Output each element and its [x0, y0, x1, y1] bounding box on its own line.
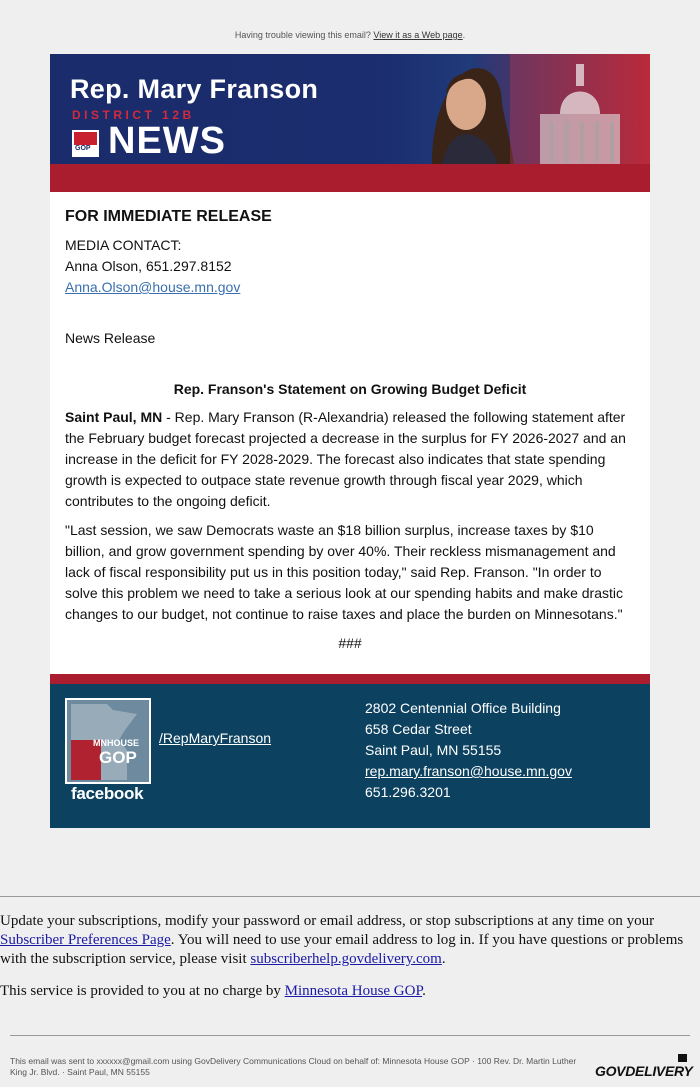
subscriber-help-link[interactable]: subscriberhelp.govdelivery.com: [250, 951, 442, 967]
preheader-text: Having trouble viewing this email?: [234, 30, 374, 40]
news-release-label: News Release: [65, 330, 156, 346]
headline: Rep. Franson's Statement on Growing Budget Deficit: [173, 381, 527, 397]
office-address: [365, 698, 572, 803]
service-paragraph: [0, 982, 700, 1001]
govdelivery-wordmark: GOVDELIVERY: [595, 1063, 693, 1079]
logo-text-top: MNHOUSE: [93, 738, 140, 748]
preheader: [0, 30, 700, 40]
header-red-bar: [50, 164, 650, 192]
mn-house-gop-logo-icon: [65, 698, 151, 784]
capitol-image: [510, 54, 650, 164]
service-text: This service is provided to you at no charge by: [0, 983, 285, 999]
contact-email-link[interactable]: Anna.Olson@house.mn.gov: [65, 279, 241, 295]
contact-name-phone: Anna Olson, 651.297.8152: [65, 258, 232, 274]
preheader-suffix: .: [462, 30, 466, 40]
footer-red-bar: [50, 674, 650, 684]
media-contact-label: MEDIA CONTACT:: [65, 237, 182, 253]
address-line-2: 658 Cedar Street: [365, 721, 472, 737]
address-line-3: Saint Paul, MN 55155: [365, 742, 502, 758]
subscription-paragraph: [0, 912, 700, 969]
subs-text-1: Update your subscriptions, modify your password or email address, or stop subscriptions at any time on your: [0, 913, 655, 929]
paragraph-2: "Last session, we saw Democrats waste an $18 billion surplus, increase taxes by $10 billion, and grow government spending by over 40%. Their reckless mismanagement and lack of fiscal responsibility put us in this position today," said Rep. Franson. "In order to solve this problem we need to take a serious look at our spending habits and make drastic changes to our budget, not continue to raise taxes and place the burden on Minnesotans.": [65, 522, 623, 622]
minnesota-house-gop-link[interactable]: Minnesota House GOP: [284, 983, 423, 999]
release-heading: FOR IMMEDIATE RELEASE: [65, 208, 272, 225]
service-suffix: .: [422, 983, 426, 999]
logo-text-bottom: GOP: [99, 748, 137, 767]
rep-email-link[interactable]: rep.mary.franson@house.mn.gov: [365, 763, 572, 779]
office-phone: 651.296.3201: [365, 784, 451, 800]
district-label: DISTRICT 12B: [72, 108, 195, 122]
header-banner: [50, 54, 650, 164]
news-title: NEWS: [108, 120, 226, 162]
gop-logo-icon: [72, 130, 99, 157]
paragraph-1: [65, 407, 635, 512]
view-web-page-link[interactable]: View it as a Web page: [373, 30, 463, 40]
divider-bottom: [10, 1035, 690, 1036]
divider-top: [0, 896, 700, 897]
subscriber-preferences-link[interactable]: Subscriber Preferences Page: [0, 932, 171, 948]
facebook-block[interactable]: [65, 698, 151, 808]
email-card: [50, 54, 650, 828]
govdelivery-flag-icon: [678, 1054, 687, 1062]
facebook-page-link[interactable]: /RepMaryFranson: [159, 730, 272, 746]
subs-text-2: . You will need to use your email address to log in. If you have questions or problems with the subscription service, please visit: [0, 932, 684, 967]
address-line-1: 2802 Centennial Office Building: [365, 700, 561, 716]
facebook-wordmark: facebook: [71, 784, 144, 803]
release-body: [50, 192, 650, 674]
dateline: Saint Paul, MN: [65, 409, 163, 425]
portrait-image: [402, 54, 522, 164]
fine-print: This email was sent to xxxxxx@gmail.com using GovDelivery Communications Cloud on behalf of: Minnesota House GOP · 100 Rev. Dr. Martin Luther King Jr. Blvd. · Saint Paul, MN 55155: [10, 1056, 577, 1077]
subscription-notice: [0, 912, 700, 1014]
end-mark: ###: [338, 635, 362, 651]
govdelivery-logo[interactable]: [595, 1063, 693, 1079]
subs-text-3: .: [441, 951, 446, 967]
minnesota-map-icon: [67, 700, 149, 782]
contact-footer: [50, 684, 650, 828]
gop-logo-text: GOP: [75, 145, 91, 152]
paragraph-1-text: - Rep. Mary Franson (R-Alexandria) released the following statement after the February budget forecast projected a decrease in the surplus for FY 2026-2027 and an increase in the deficit for FY 2028-2029. The forecast also indicates that state spending growth is expected to outpace state revenue growth through fiscal year 2029, which contributes to the ongoing deficit.: [65, 409, 626, 509]
rep-name: Rep. Mary Franson: [70, 74, 319, 104]
